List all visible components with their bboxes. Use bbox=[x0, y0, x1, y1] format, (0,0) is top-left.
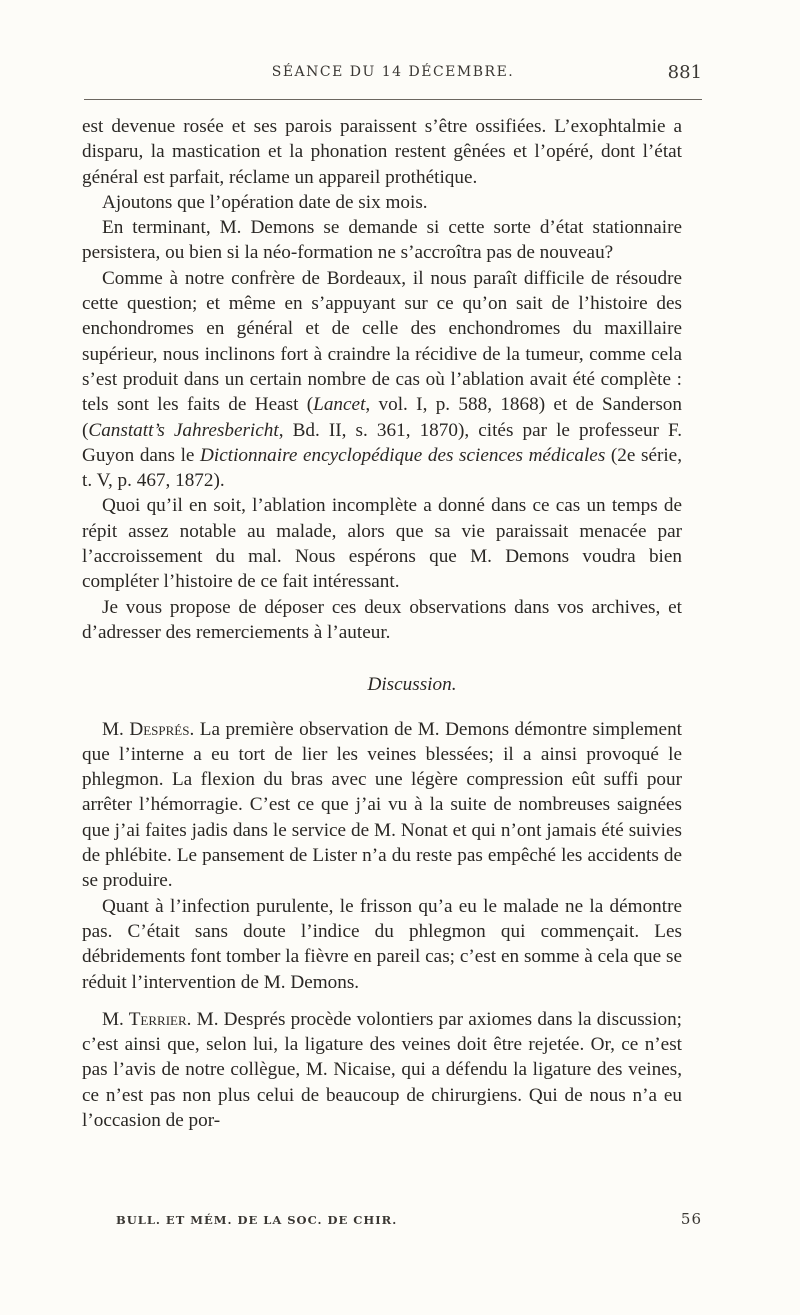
text-run: , Bd. II, s. 361, 1870), cités par le professeur F. Guyon dans le bbox=[82, 419, 682, 466]
page-number: 881 bbox=[667, 62, 702, 83]
running-head: SÉANCE DU 14 DÉCEMBRE. bbox=[271, 64, 515, 80]
paragraph: Quant à l’infection purulente, le frisson qu’a eu le malade ne la démontre pas. C’était sans doute l’indice du phlegmon qui commençait. Les débridements font tomber la fièvre en pareil cas; c’est en somme à cela que se réduit l’intervention de M. Demons. bbox=[82, 895, 682, 993]
page-footer bbox=[116, 1210, 702, 1228]
page-header bbox=[84, 62, 702, 90]
paragraph bbox=[82, 717, 682, 894]
citation-lancet: Lancet bbox=[313, 394, 366, 416]
citation-canstatt: Canstatt’s Jahresbericht bbox=[88, 419, 279, 441]
text-run: Comme à notre confrère de Bordeaux, il nous paraît difficile de résoudre cette question; et même en s’appuyant sur ce qu’on sait de l’histoire des enchondromes en général et de celle des enchondromes du maxillaire supérieur, nous inclinons fort à craindre la récidive de la tumeur, comme cela s’est produit dans un certain nombre de cas où l’ablation avait été complète : tels sont les faits de Heast ( bbox=[82, 267, 682, 416]
text-run: (2e série, t. V, p. 467, 1872). bbox=[82, 444, 682, 492]
paragraph: Quoi qu’il en soit, l’ablation incomplète a donné dans ce cas un temps de répit assez notable au malade, alors que sa vie paraissait menacée par l’accroissement du mal. Nous espérons que M. Demons voudra bien compléter l’histoire de ce fait intéressant. bbox=[82, 495, 682, 593]
text-run: M. Després procède volontiers par axiomes dans la discussion; c’est ainsi que, selon lui, la ligature des veines doit être rejetée. Or, ce n’est pas l’avis de notre collègue, M. Nicaise, qui a défendu la ligature des veines, ce n’est pas non plus celui de beaucoup de chirurgiens. Qui de nous n’a eu l’occasion de por- bbox=[82, 1008, 682, 1131]
paragraph: Ajoutons que l’opération date de six mois. bbox=[102, 191, 428, 213]
paragraph bbox=[82, 266, 682, 494]
text-run: , vol. I, p. 588, 1868) et de Sanderson ( bbox=[82, 394, 682, 441]
bulletin-title: BULL. ET MÉM. DE LA SOC. DE CHIR. bbox=[116, 1213, 398, 1227]
speaker-name: M. Terrier. bbox=[102, 1008, 192, 1030]
paragraph: En terminant, M. Demons se demande si cette sorte d’état stationnaire persistera, ou bien si la néo-formation ne s’accroîtra pas de nouveau? bbox=[82, 217, 682, 264]
paragraph: est devenue rosée et ses parois paraissent s’être ossifiées. L’exophtalmie a disparu, la mastication et la phonation restent gênées et l’opéré, dont l’état général est parfait, réclame un appareil prothétique. bbox=[82, 116, 682, 188]
header-rule bbox=[84, 99, 702, 100]
citation-dictionnaire: Dictionnaire encyclopédique des sciences médicales bbox=[200, 444, 606, 466]
paragraph bbox=[82, 1007, 682, 1133]
section-heading: Discussion. bbox=[367, 674, 457, 696]
text-run: La première observation de M. Demons démontre simplement que l’interne a eu tort de lier les veines blessées; il a ainsi provoqué le phlegmon. La flexion du bras avec une légère compression eût suffi pour arrêter l’hémorragie. C’est ce que j’ai vu à la suite de nombreuses saignées que j’ai faites jadis dans le service de M. Nonat et qui n’ont jamais été suivies de phlébite. Le pansement de Lister n’a du reste pas empêché les accidents de se produire. bbox=[82, 718, 682, 892]
speaker-name: M. Després. bbox=[102, 718, 195, 740]
signature-mark: 56 bbox=[680, 1210, 702, 1228]
paragraph: Je vous propose de déposer ces deux observations dans vos archives, et d’adresser des remerciements à l’auteur. bbox=[82, 596, 682, 643]
page-body bbox=[82, 114, 682, 1133]
